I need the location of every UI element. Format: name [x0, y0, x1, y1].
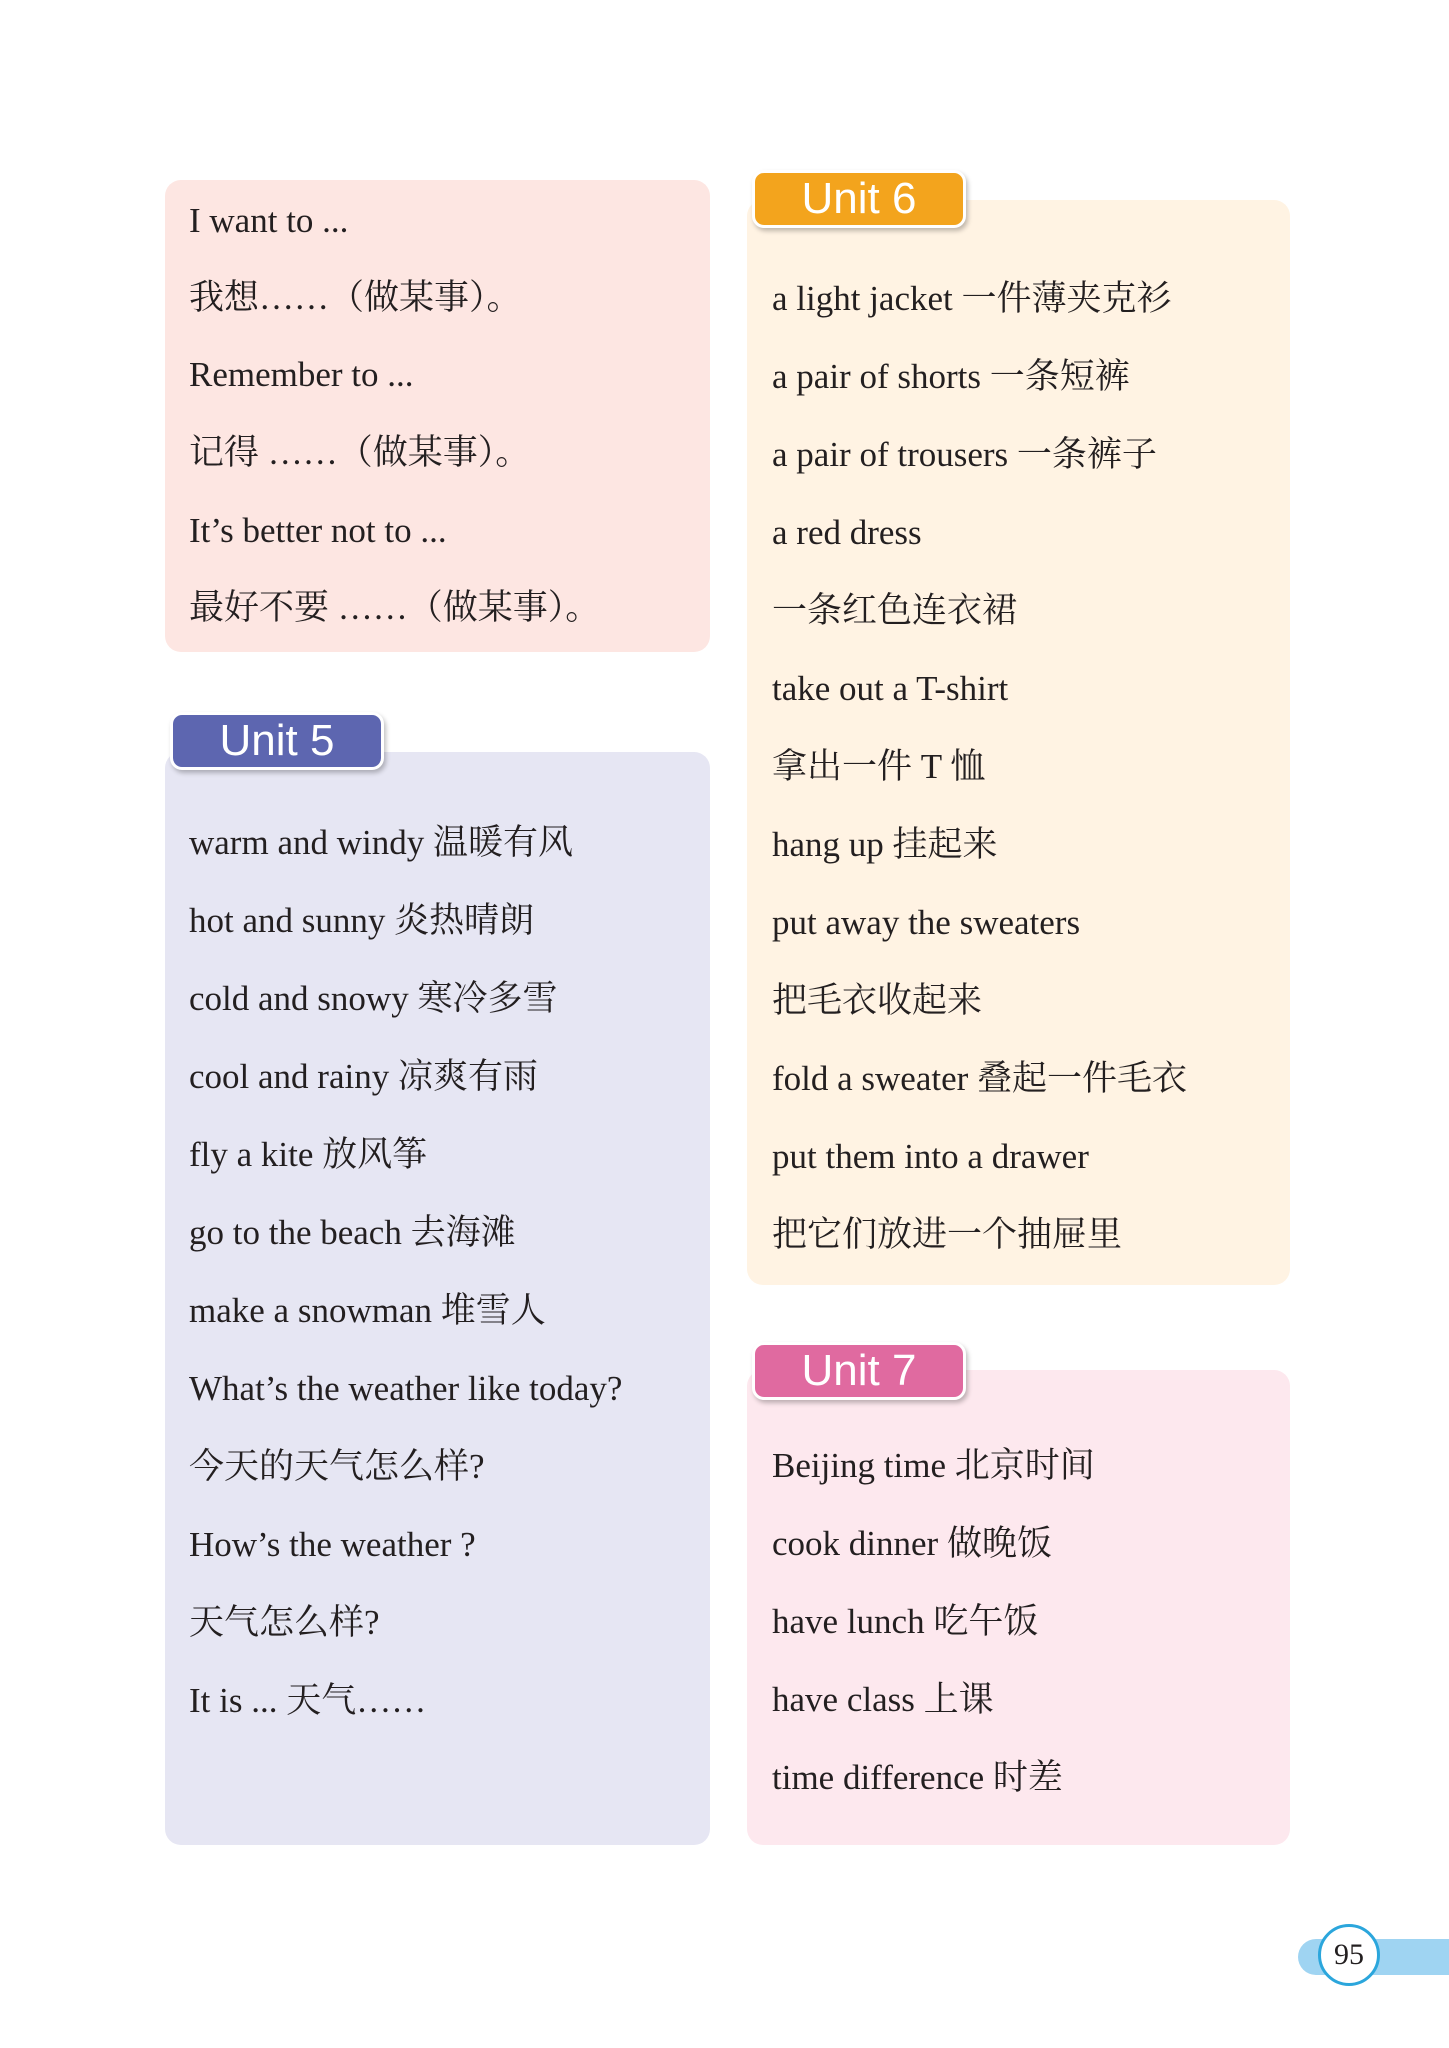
unit-5-phrase: It is ... 天气……: [189, 1681, 427, 1720]
phrase-panel-intro: [165, 180, 710, 652]
phrase-line: I want to ...: [189, 201, 349, 240]
unit-7-phrase: time difference 时差: [772, 1758, 1063, 1797]
unit-5-phrase: fly a kite 放风筝: [189, 1135, 428, 1174]
phrase-line: It’s better not to ...: [189, 511, 447, 550]
unit-5-phrase: cold and snowy 寒冷多雪: [189, 979, 558, 1018]
unit-7-phrase: cook dinner 做晚饭: [772, 1524, 1052, 1563]
unit-5-phrase: 天气怎么样?: [189, 1603, 380, 1642]
unit-6-phrase: put them into a drawer: [772, 1137, 1089, 1176]
unit-6-phrase: 把它们放进一个抽屉里: [772, 1215, 1123, 1254]
unit-5-phrase: How’s the weather ?: [189, 1525, 476, 1564]
unit-6-title: Unit 6: [752, 170, 966, 228]
unit-6-phrase: a pair of trousers 一条裤子: [772, 435, 1157, 474]
unit-5-phrase: make a snowman 堆雪人: [189, 1291, 546, 1330]
unit-5-phrase: cool and rainy 凉爽有雨: [189, 1057, 538, 1096]
unit-6-phrase: fold a sweater 叠起一件毛衣: [772, 1059, 1188, 1098]
unit-5-phrase: warm and windy 温暖有风: [189, 823, 573, 862]
unit-7-phrase: Beijing time 北京时间: [772, 1446, 1095, 1485]
unit-6-phrase: take out a T-shirt: [772, 669, 1009, 708]
unit-5-title: Unit 5: [170, 712, 384, 770]
unit-6-phrase: a red dress: [772, 513, 922, 552]
phrase-line: 最好不要 ……（做某事）。: [189, 588, 601, 627]
phrase-line: Remember to ...: [189, 355, 414, 394]
unit-5-phrase: go to the beach 去海滩: [189, 1213, 516, 1252]
unit-6-phrase: put away the sweaters: [772, 903, 1081, 942]
unit-6-phrase: hang up 挂起来: [772, 825, 998, 864]
unit-5-phrase: What’s the weather like today?: [189, 1369, 623, 1408]
unit-7-title: Unit 7: [752, 1342, 966, 1400]
phrase-line: 我想……（做某事）。: [189, 278, 522, 317]
unit-7-phrase: have class 上课: [772, 1680, 994, 1719]
unit-5-phrase: hot and sunny 炎热晴朗: [189, 901, 535, 940]
unit-6-phrase: 一条红色连衣裙: [772, 591, 1018, 630]
unit-6-phrase: a pair of shorts 一条短裤: [772, 357, 1130, 396]
unit-6-phrase: 拿出一件 T 恤: [772, 747, 986, 786]
unit-7-phrase: have lunch 吃午饭: [772, 1602, 1039, 1641]
page-number: 95: [1318, 1924, 1380, 1986]
unit-6-phrase: a light jacket 一件薄夹克衫: [772, 279, 1172, 318]
phrase-line: 记得 ……（做某事）。: [189, 433, 531, 472]
unit-5-phrase: 今天的天气怎么样?: [189, 1447, 485, 1486]
unit-6-phrase: 把毛衣收起来: [772, 981, 983, 1020]
